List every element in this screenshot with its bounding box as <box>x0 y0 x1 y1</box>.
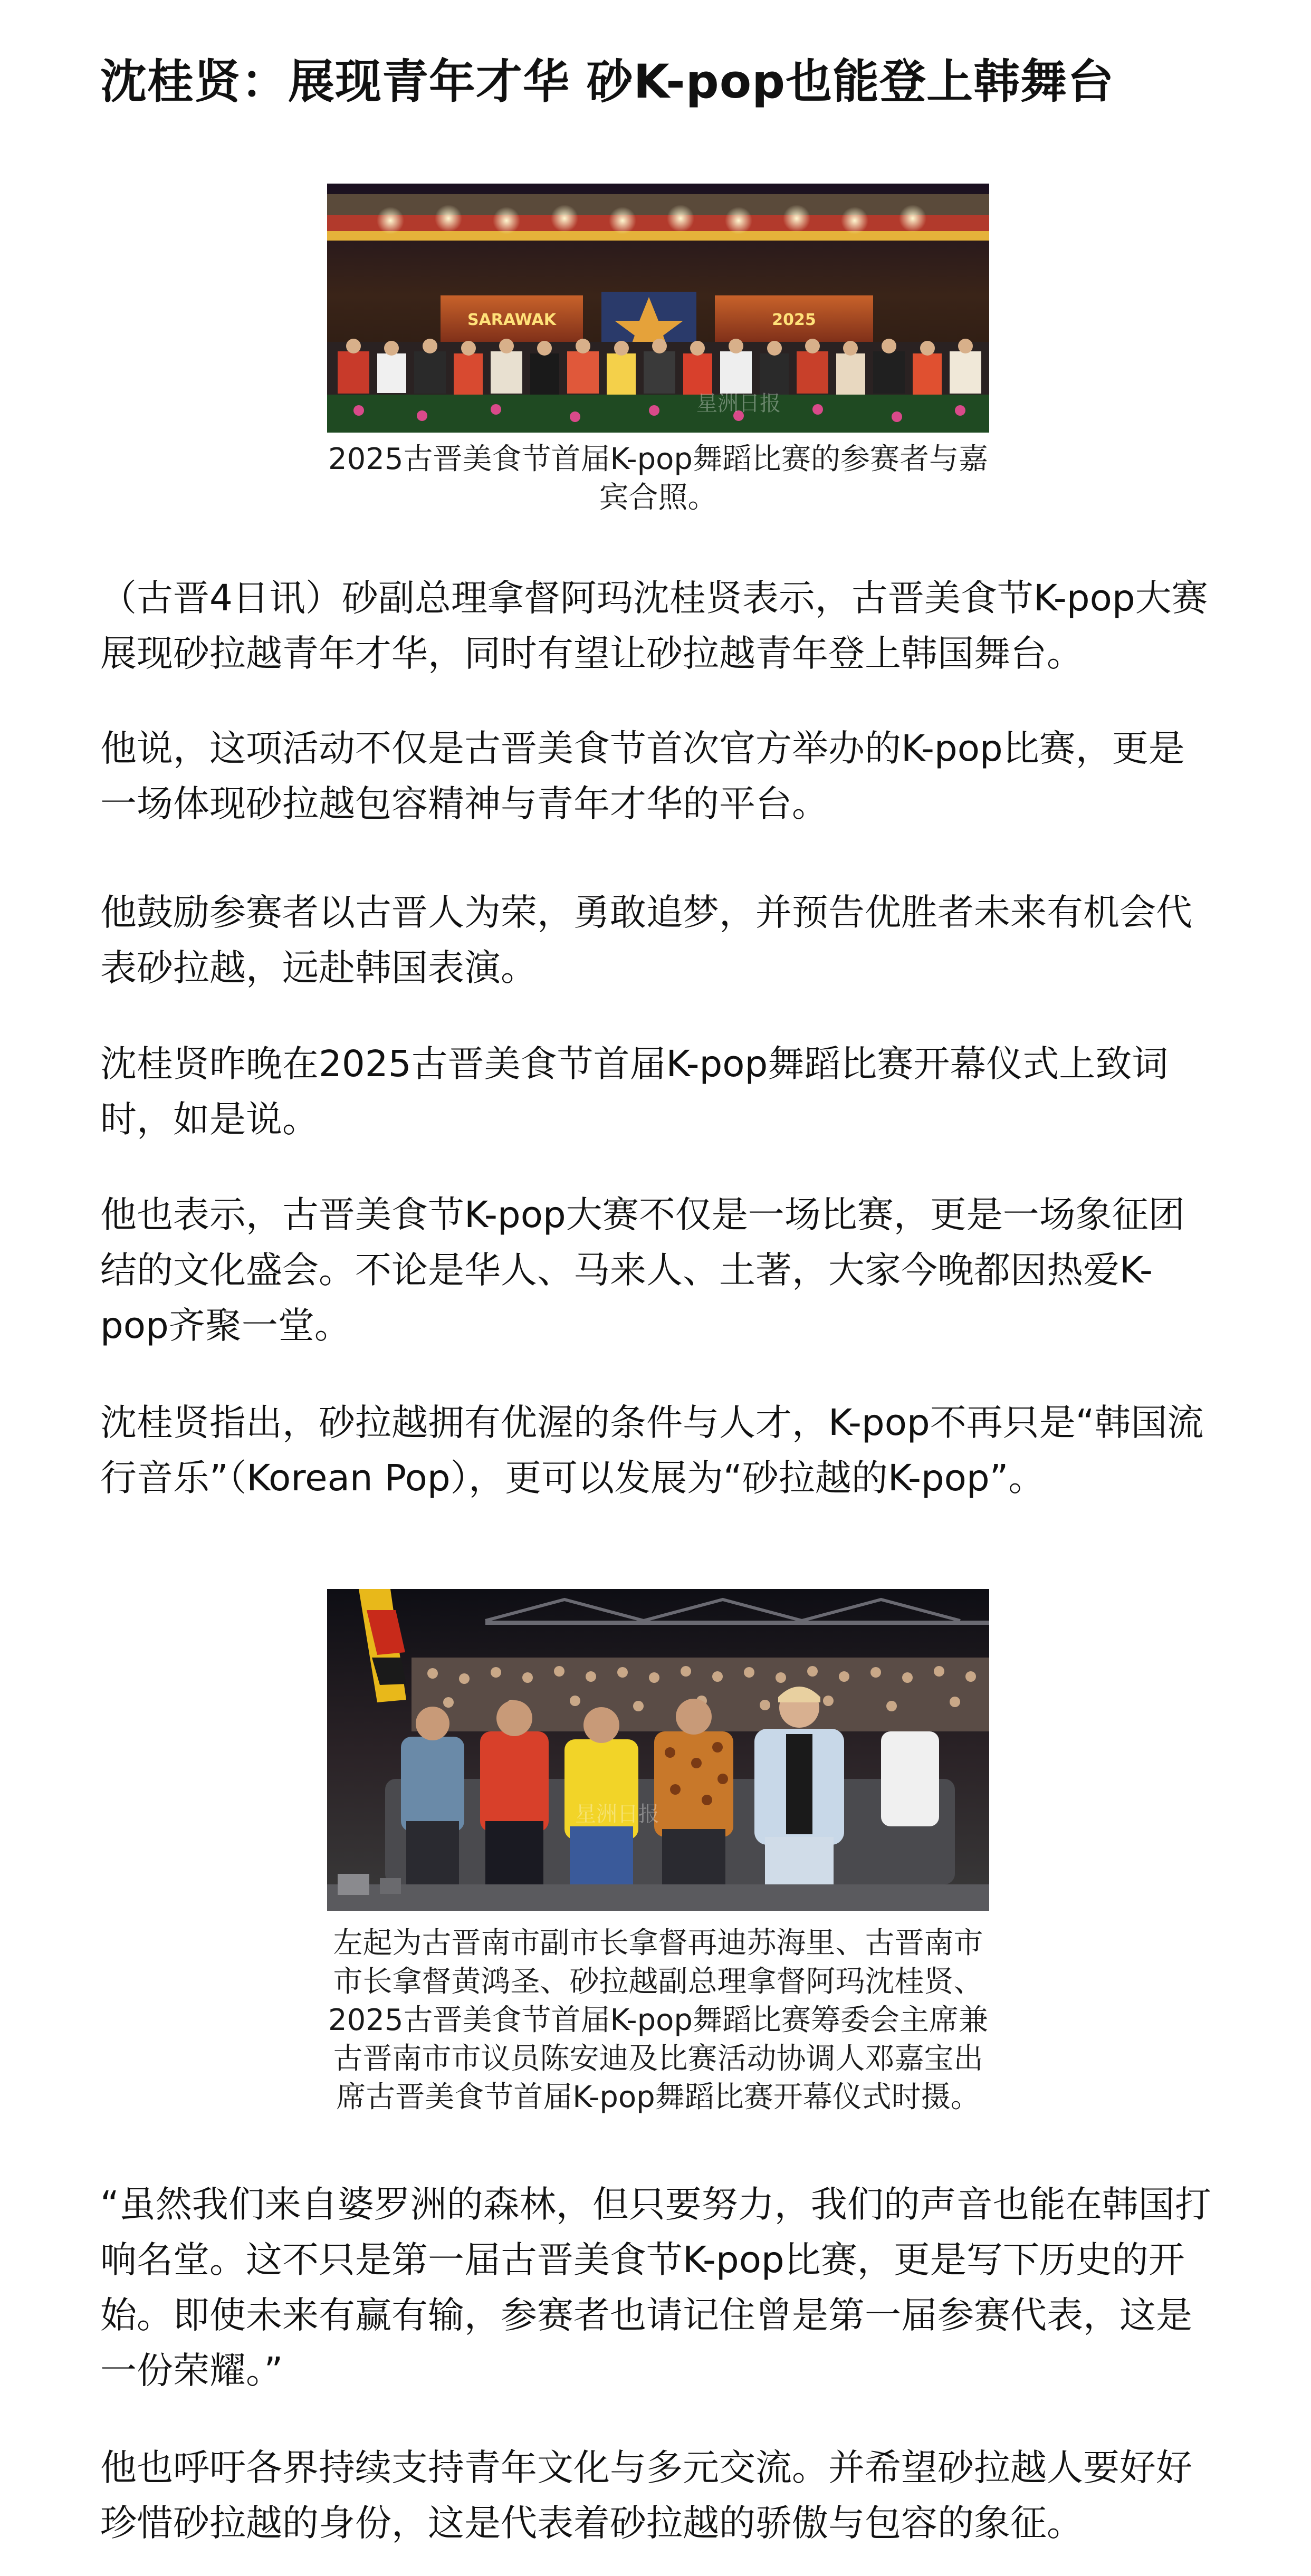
stage-banner-right: 2025 <box>772 311 816 329</box>
vip-photo-figure <box>327 1589 989 2117</box>
group-photo-caption: 2025古晋美食节首届K-pop舞蹈比赛的参赛者与嘉宾合照。 <box>328 442 988 515</box>
group-photo-image <box>327 184 989 433</box>
paragraph-2: 他说，这项活动不仅是古晋美食节首次官方举办的K-pop比赛，更是一场体现砂拉越包容精神与青年才华的平台。 <box>100 727 1185 825</box>
vip-photo-caption: 左起为古晋南市副市长拿督再迪苏海里、古晋南市市长拿督黄鸿圣、砂拉越副总理拿督阿玛沈桂贤、2025古晋美食节首届K-pop舞蹈比赛筹委会主席兼古晋南市市议员陈安迪及比赛活动协调人邓嘉宝出席古晋美食节首届K-pop舞蹈比赛开幕仪式时摄。 <box>328 1926 988 2114</box>
article-headline: 沈桂贤：展现青年才华 砂K-pop也能登上韩舞台 <box>100 54 1115 109</box>
paragraph-4: 沈桂贤昨晚在2025古晋美食节首届K-pop舞蹈比赛开幕仪式上致词时，如是说。 <box>100 1043 1169 1141</box>
paragraph-5: 他也表示，古晋美食节K-pop大赛不仅是一场比赛，更是一场象征团结的文化盛会。不论是华人、马来人、土著，大家今晚都因热爱K-pop齐聚一堂。 <box>100 1194 1185 1347</box>
group-photo[interactable] <box>327 184 989 433</box>
group-photo-figure <box>327 184 989 517</box>
photo-watermark-2: 星洲日报 <box>575 1802 659 1826</box>
photo-watermark-1: 星洲日报 <box>696 391 781 416</box>
paragraph-1: （古晋4日讯）砂副总理拿督阿玛沈桂贤表示，古晋美食节K-pop大赛展现砂拉越青年才华，同时有望让砂拉越青年登上韩国舞台。 <box>100 577 1208 675</box>
vip-photo[interactable] <box>327 1589 989 1911</box>
paragraph-3: 他鼓励参赛者以古晋人为荣，勇敢追梦，并预告优胜者未来有机会代表砂拉越，远赴韩国表演。 <box>100 892 1192 989</box>
stage-banner-left: SARAWAK <box>467 311 557 329</box>
paragraph-8: 他也呼吁各界持续支持青年文化与多元交流。并希望砂拉越人要好好珍惜砂拉越的身份，这是代表着砂拉越的骄傲与包容的象征。 <box>100 2447 1192 2544</box>
vip-photo-image <box>327 1589 989 1911</box>
paragraph-7: “虽然我们来自婆罗洲的森林，但只要努力，我们的声音也能在韩国打响名堂。这不只是第一届古晋美食节K-pop比赛，更是写下历史的开始。即使未来有赢有输，参赛者也请记住曾是第一届参赛代表，这是一份荣耀。” <box>100 2184 1211 2392</box>
paragraph-6: 沈桂贤指出，砂拉越拥有优渥的条件与人才，K-pop不再只是“韩国流行音乐”（Korean Pop），更可以发展为“砂拉越的K-pop”。 <box>100 1402 1204 1499</box>
